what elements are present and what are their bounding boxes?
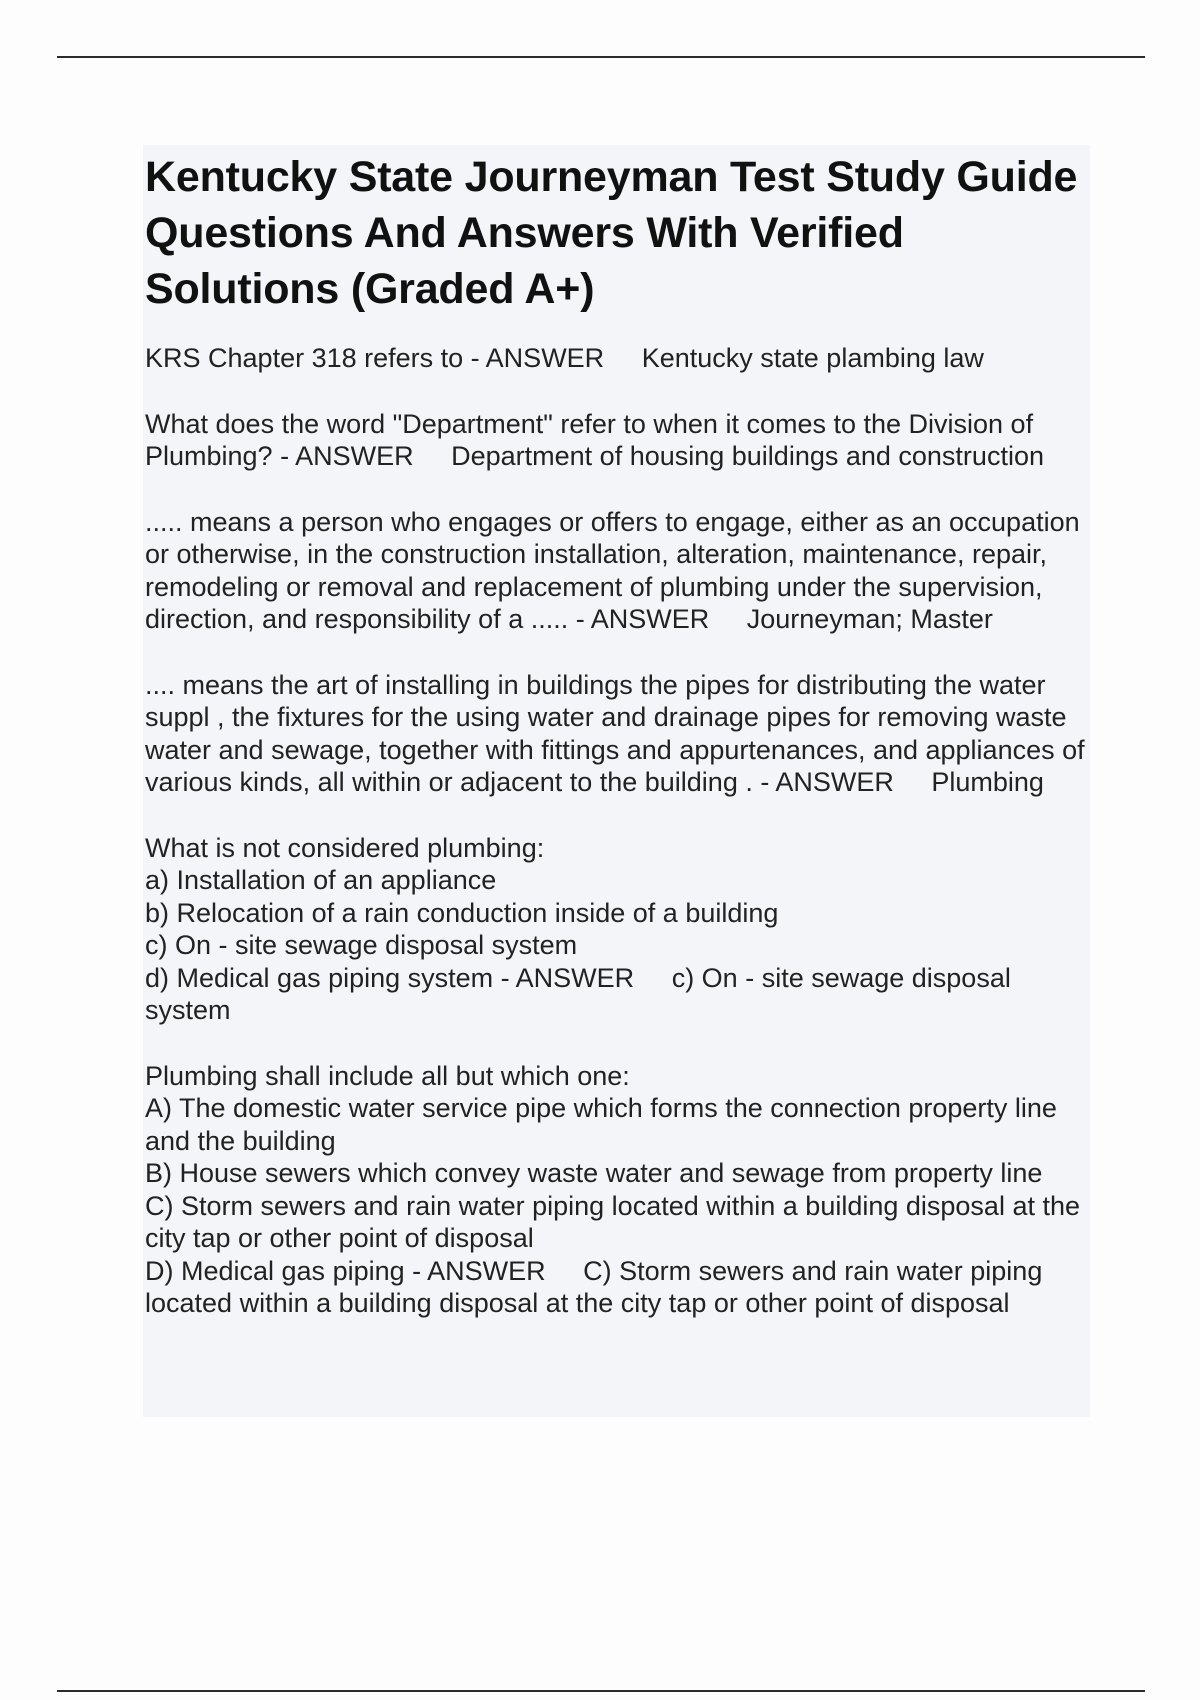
answer-separator: - ANSWER — [493, 962, 635, 993]
question-text: .... means the art of installing in buildings the pipes for distributing the water suppl , the fixtures for the using water and drainage pipes for removing waste water and sewage, together with fittings and appurtenances, and appliances of various kinds, all within or adjacent to the building . — [145, 669, 1093, 797]
question-text: KRS Chapter 318 refers to — [145, 343, 464, 373]
answer-text: C) Storm sewers and rain water piping located within a building disposal at the city tap or other point of disposal — [145, 1255, 1050, 1318]
answer-separator: - ANSWER — [568, 604, 710, 634]
qa-item — [143, 342, 1090, 375]
answer-separator: - ANSWER — [463, 343, 605, 373]
answer-text: Kentucky state plambing law — [641, 343, 984, 373]
question-text: What does the word "Department" refer to when it comes to the Division of Plumbing? — [145, 408, 1041, 471]
top-rule — [57, 56, 1145, 58]
answer-separator: - ANSWER — [272, 441, 414, 471]
answer-text: Journeyman; Master — [746, 604, 993, 634]
question-text: Plumbing shall include all but which one: A) The domestic water service pipe which forms the connection property line and the building B) House sewers which convey waste water and sewage from property line C) Storm sewers and rain water piping located within a building disposal at the city tap or other point of disposal D) Medical gas piping — [145, 1060, 1080, 1286]
question-text: ..... means a person who engages or offers to engage, either as an occupation or otherwise, in the construction installation, alteration, maintenance, repair, remodeling or removal and replacement of plumbing under the supervision, direction, and responsibility of a ..... — [145, 506, 1088, 634]
qa-item — [143, 408, 1090, 473]
document-body — [143, 145, 1093, 1417]
qa-item — [143, 669, 1093, 799]
answer-text: Plumbing — [931, 767, 1044, 797]
answer-separator: - ANSWER — [404, 1255, 546, 1286]
answer-separator: - ANSWER — [752, 767, 894, 797]
qa-item — [143, 506, 1090, 636]
qa-item — [143, 832, 1090, 1027]
qa-item — [143, 1060, 1090, 1320]
answer-text: Department of housing buildings and construction — [451, 441, 1044, 471]
question-text: What is not considered plumbing: a) Installation of an appliance b) Relocation of a rain conduction inside of a building c) On - site sewage disposal system d) Medical gas piping system — [145, 832, 779, 993]
bottom-rule — [57, 1690, 1145, 1692]
answer-text: c) On - site sewage disposal system — [145, 962, 1019, 1025]
document-title: Kentucky State Journeyman Test Study Guide Questions And Answers With Verified Solutions (Graded A+) — [145, 153, 1078, 313]
